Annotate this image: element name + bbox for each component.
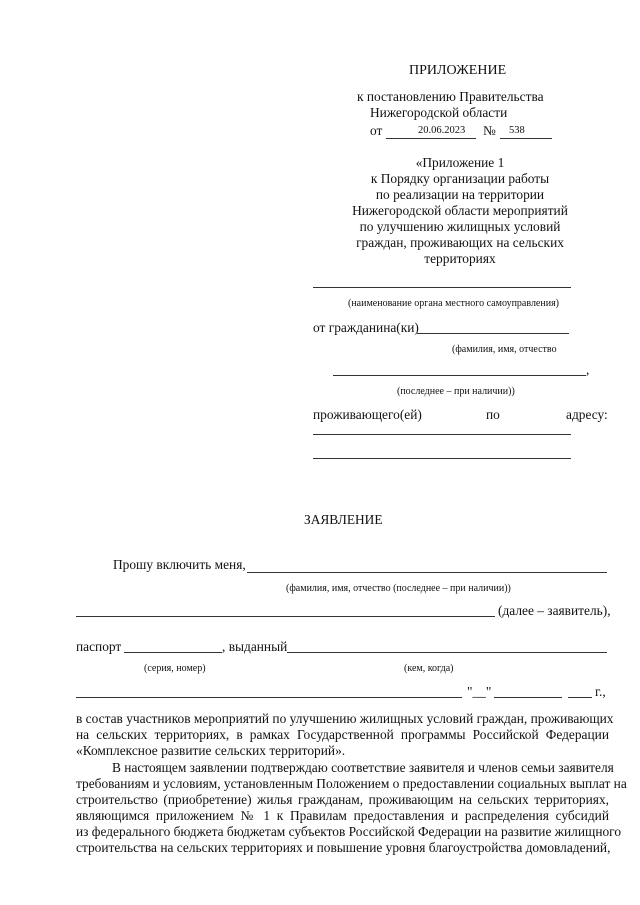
resolution-line: к постановлению Правительства	[357, 89, 544, 104]
issued-label: , выданный	[222, 639, 288, 654]
resolution-number: 538	[509, 125, 525, 136]
paragraph-confirmation	[76, 760, 627, 856]
text-line: на сельских территориях, в рамках Государственной программы Российской Федерации	[76, 727, 609, 742]
from-label: от	[370, 123, 383, 138]
applicant-label: (далее – заявитель),	[498, 603, 611, 618]
appendix-line: по улучшению жилищных условий	[359, 219, 561, 234]
text-line: строительства на сельских территориях и повышение уровня благоустройства домовладений,	[76, 840, 611, 855]
text-line: строительство (приобретение) жилья гражданам, проживающим на сельских территориях,	[76, 792, 609, 807]
from-citizen-label: от гражданина(ки)	[313, 320, 419, 335]
text-line: В настоящем заявлении подтверждаю соответствие заявителя и членов семьи заявителя	[112, 760, 614, 775]
date-underline	[386, 138, 476, 139]
by-whom-hint: (кем, когда)	[404, 663, 454, 674]
applicant-fio-hint: (фамилия, имя, отчество (последнее – при наличии))	[286, 583, 511, 594]
residing-address: адресу:	[566, 407, 608, 422]
address-field-2[interactable]	[313, 458, 571, 459]
paragraph-participants	[76, 711, 614, 759]
day-field[interactable]: "__"	[467, 684, 492, 699]
applicant-name-field-2[interactable]	[76, 616, 495, 617]
month-field[interactable]	[494, 697, 562, 698]
text-line: являющимся приложением № 1 к Правилам предоставления и распределения субсидий	[76, 808, 609, 823]
org-name-hint: (наименование органа местного самоуправления)	[348, 298, 560, 309]
citizen-name-field[interactable]	[417, 333, 569, 334]
resolution-date: 20.06.2023	[418, 125, 466, 136]
org-name-field[interactable]	[313, 287, 571, 288]
residing-by: по	[486, 407, 500, 422]
passport-number-field[interactable]	[124, 652, 222, 653]
appendix-line: к Порядку организации работы	[370, 171, 550, 186]
address-field-1[interactable]	[313, 434, 571, 435]
appendix-line: Нижегородской области мероприятий	[352, 203, 568, 218]
appendix-line: территориях	[424, 251, 496, 266]
applicant-name-field[interactable]	[247, 572, 607, 573]
text-line: в состав участников мероприятий по улучшению жилищных условий граждан, проживающих	[76, 711, 614, 726]
region-line: Нижегородской области	[370, 105, 508, 120]
text-line: из федерального бюджета бюджетам субъектов Российской Федерации на развитие жилищного	[76, 824, 622, 839]
residing-label: проживающего(ей)	[313, 407, 422, 422]
citizen-name-field-2[interactable]	[333, 375, 586, 376]
document-title: ПРИЛОЖЕНИЕ	[409, 63, 507, 78]
appendix-line: по реализации на территории	[375, 187, 545, 202]
citizen-fio-hint: (фамилия, имя, отчество	[452, 344, 557, 355]
request-label: Прошу включить меня,	[113, 557, 246, 572]
statement-title: ЗАЯВЛЕНИЕ	[304, 512, 383, 527]
comma: ,	[586, 362, 590, 377]
appendix-reference	[340, 155, 580, 267]
passport-issuer-field-2[interactable]	[76, 697, 462, 698]
passport-issuer-field[interactable]	[287, 652, 607, 653]
number-label: №	[483, 123, 496, 138]
appendix-line: граждан, проживающих на сельских	[356, 235, 564, 250]
appendix-line: «Приложение 1	[415, 155, 505, 170]
text-line: требованиям и условиям, установленным Положением о предоставлении социальных выплат на	[76, 776, 627, 791]
year-suffix: г.,	[595, 684, 606, 699]
year-field[interactable]	[568, 697, 592, 698]
series-hint: (серия, номер)	[144, 663, 206, 674]
text-line: «Комплексное развитие сельских территорий».	[76, 743, 346, 758]
number-underline	[500, 138, 552, 139]
patronymic-hint: (последнее – при наличии))	[397, 386, 515, 397]
passport-label: паспорт	[76, 639, 122, 654]
